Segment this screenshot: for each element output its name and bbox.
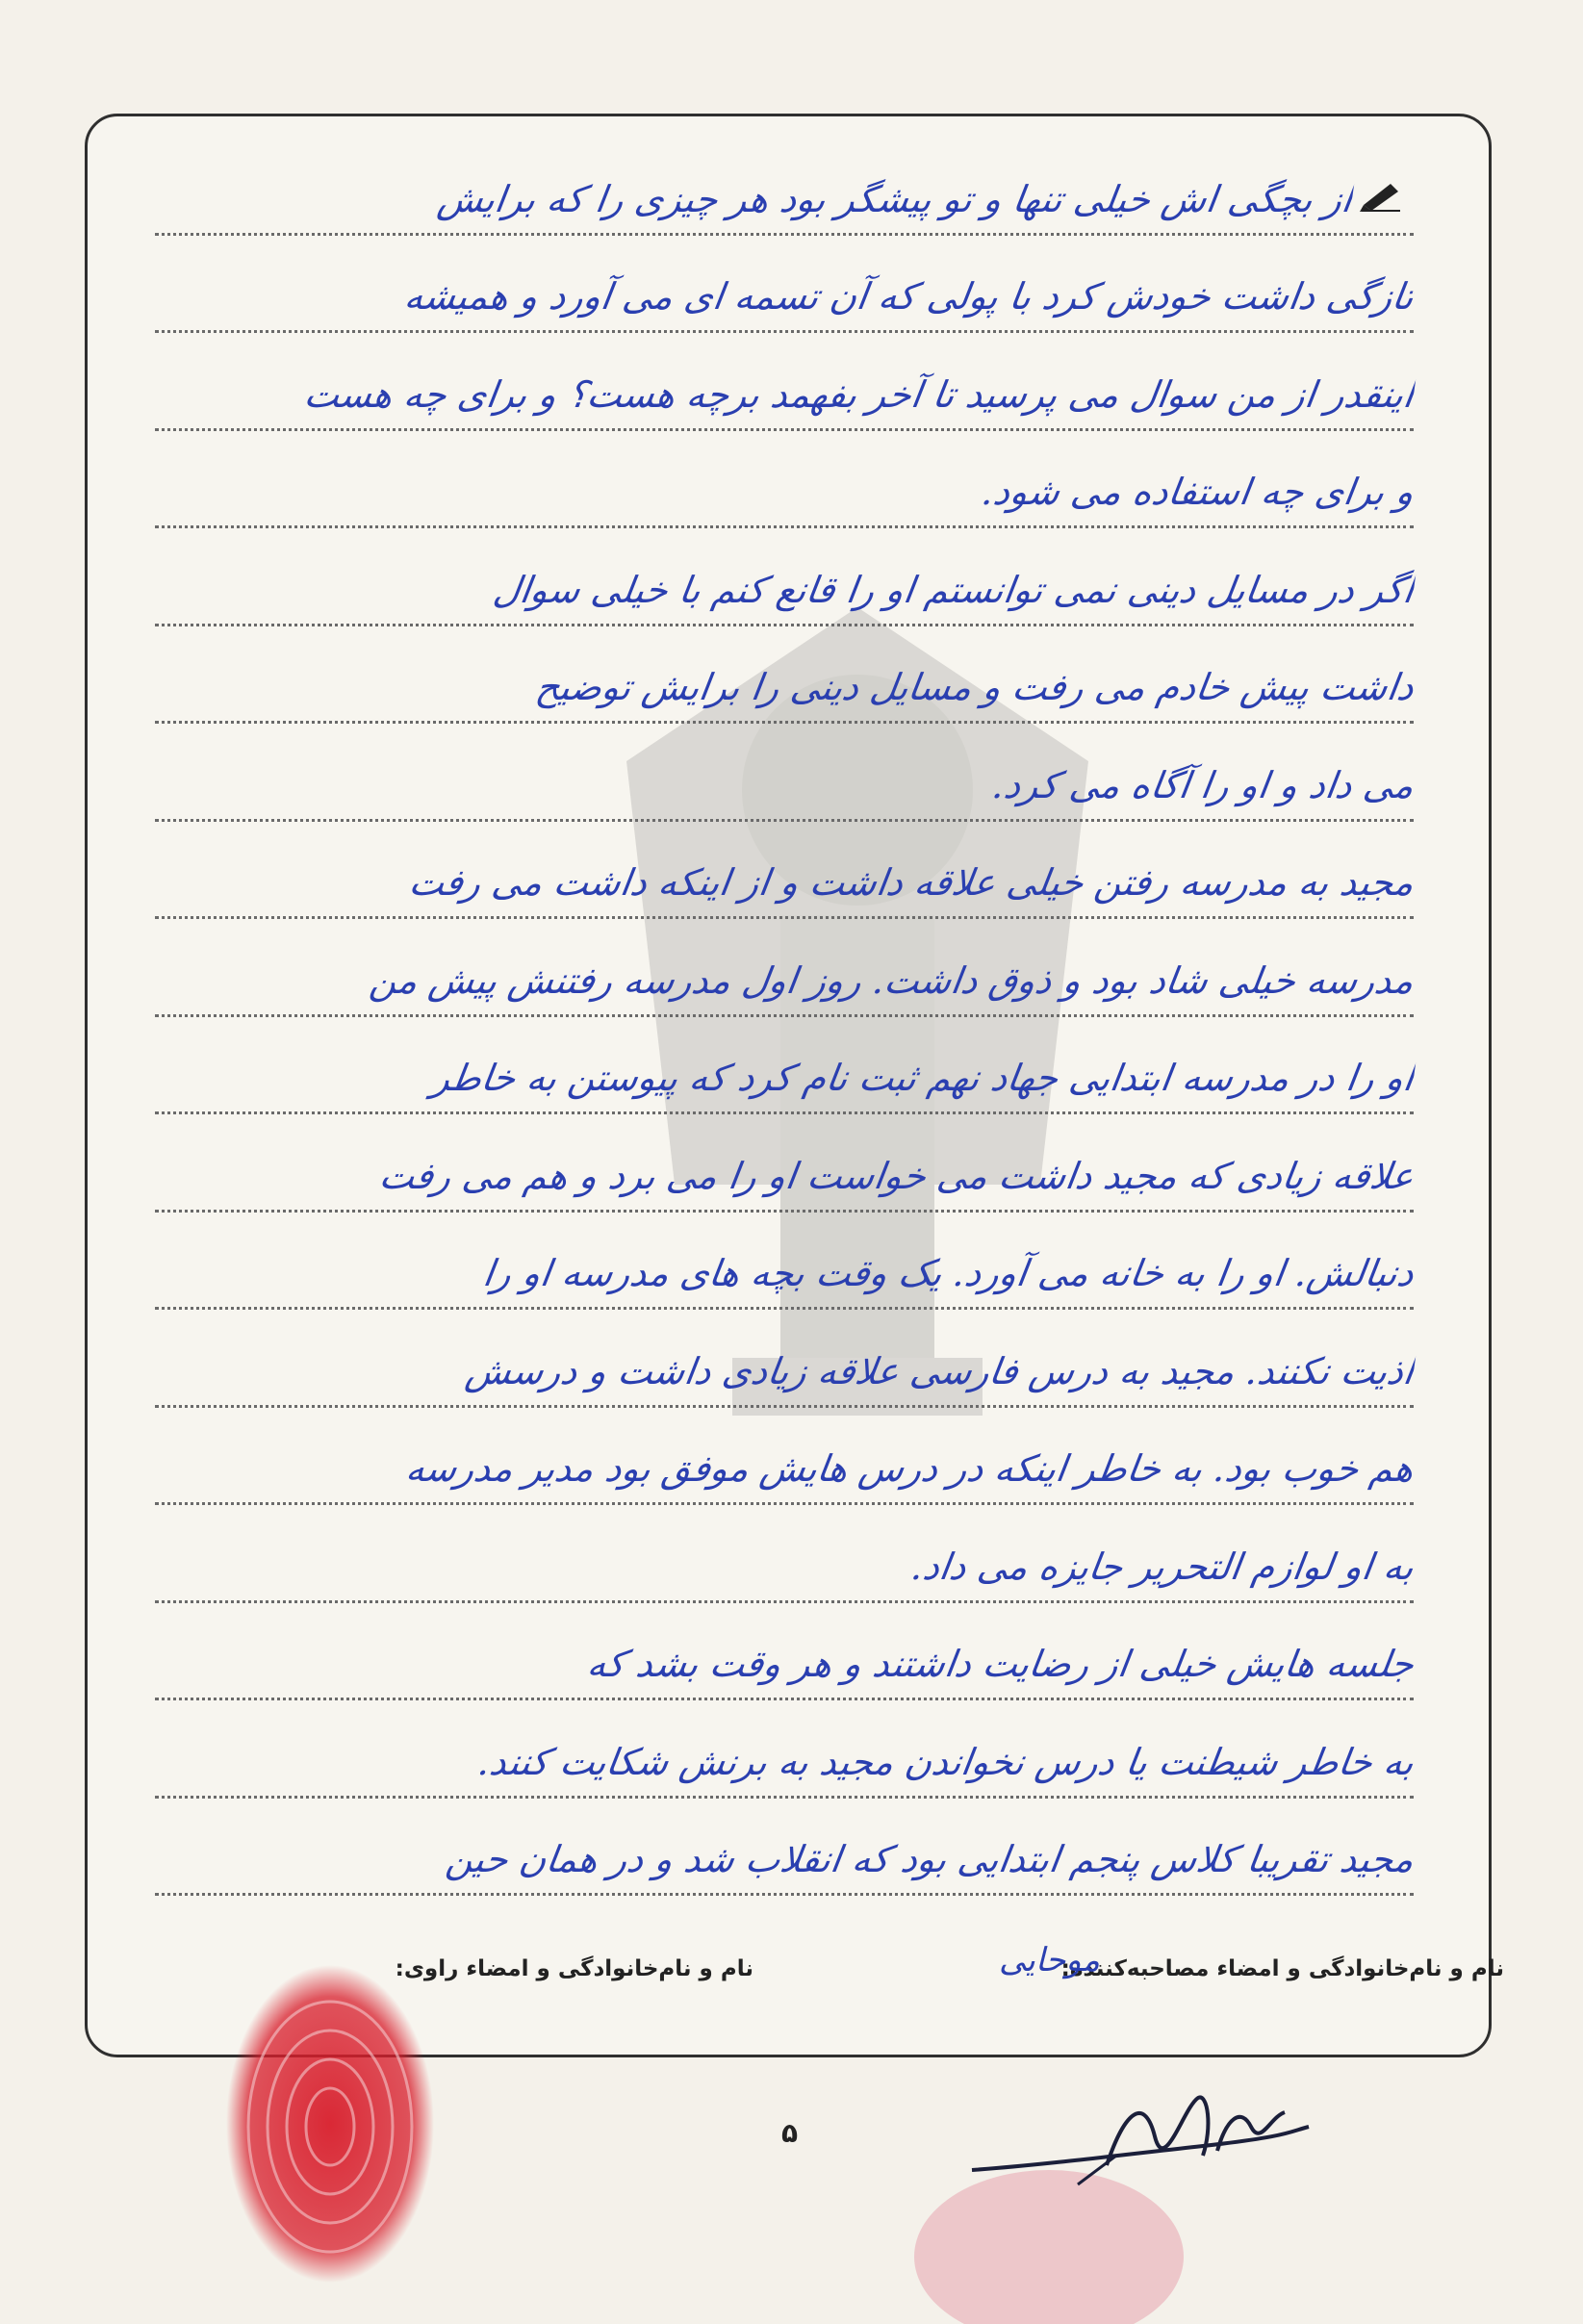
text-line xyxy=(155,138,1414,236)
text-line xyxy=(155,1700,1417,1799)
line-text: تازگی داشت خودش کرد با پولی که آن تسمه ای می آورد و همیشه xyxy=(401,275,1417,318)
text-line xyxy=(155,724,1417,822)
text-line xyxy=(155,1310,1417,1408)
line-text: هم خوب بود. به خاطر اینکه در درس هایش موفق بود مدیر مدرسه xyxy=(403,1447,1417,1490)
line-text: اینقدر از من سوال می پرسید تا آخر بفهمد برچه هست؟ و برای چه هست xyxy=(301,372,1417,416)
text-line xyxy=(155,1213,1417,1311)
text-line xyxy=(155,1017,1417,1115)
line-text: علاقه زیادی که مجید داشت می خواست او را می برد و هم می رفت xyxy=(376,1154,1417,1197)
text-line xyxy=(155,919,1417,1017)
line-text: به او لوازم التحریر جایزه می داد. xyxy=(908,1545,1417,1588)
line-text: جلسه هایش خیلی از رضایت داشتند و هر وقت بشد که xyxy=(584,1643,1417,1685)
page-number: ۵ xyxy=(781,2117,799,2149)
pencil-icon xyxy=(1358,176,1404,213)
line-text: اذیت نکنند. مجید به درس فارسی علاقه زیادی داشت و درسش xyxy=(463,1349,1417,1392)
fingerprint-stamp xyxy=(219,1958,441,2290)
handwritten-lines xyxy=(155,138,1417,1896)
line-text: مدرسه خیلی شاد بود و ذوق داشت. روز اول مدرسه رفتنش پیش من xyxy=(367,958,1417,1002)
line-text: دنبالش. او را به خانه می آورد. یک وقت بچه های مدرسه او را xyxy=(480,1252,1417,1294)
line-text: داشت پیش خادم می رفت و مسایل دینی را برایش توضیح xyxy=(532,666,1417,708)
text-line xyxy=(155,333,1417,431)
line-text: اگر در مسایل دینی نمی توانستم او را قانع کنم با خیلی سوال xyxy=(490,568,1417,611)
text-line xyxy=(155,626,1417,725)
line-text: از بچگی اش خیلی تنها و تو پیشگر بود هر چیزی را که برایش xyxy=(435,177,1356,220)
text-line xyxy=(155,1114,1417,1213)
text-line xyxy=(155,822,1417,920)
line-text: مجید به مدرسه رفتن خیلی علاقه داشت و از اینکه داشت می رفت xyxy=(406,861,1417,904)
interviewer-label: نام و نام‌خانوادگی و امضاء مصاحبه‌کننده: xyxy=(1060,1956,1504,1981)
text-line xyxy=(155,1408,1417,1506)
line-text: به خاطر شیطنت یا درس نخواندن مجید به برنش شکایت کنند. xyxy=(474,1740,1417,1783)
page-frame xyxy=(85,114,1492,2057)
line-text: مجید تقریبا کلاس پنجم ابتدایی بود که انقلاب شد و در همان حین xyxy=(443,1838,1417,1880)
interviewer-signature: موحایی xyxy=(999,1941,1100,1979)
text-line xyxy=(155,1799,1417,1897)
text-line xyxy=(155,431,1417,529)
line-text: و برای چه استفاده می شود. xyxy=(979,471,1417,513)
line-text: او را در مدرسه ابتدایی جهاد نهم ثبت نام کرد که پیوستن به خاطر xyxy=(429,1057,1417,1099)
line-text: می داد و او را آگاه می کرد. xyxy=(989,763,1417,806)
text-line xyxy=(155,528,1417,626)
text-line xyxy=(155,1603,1417,1701)
narrator-signature-icon xyxy=(962,2079,1318,2204)
narrator-label: نام و نام‌خانوادگی و امضاء راوی: xyxy=(395,1956,753,1981)
text-line xyxy=(155,236,1417,334)
text-line xyxy=(155,1505,1417,1603)
